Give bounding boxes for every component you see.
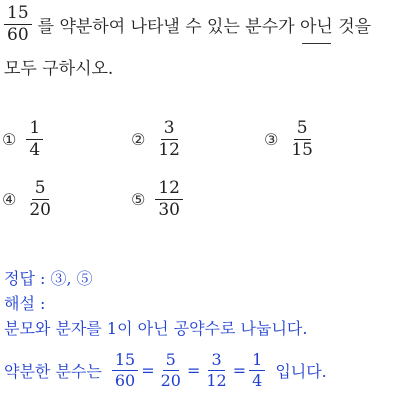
equation-fraction [249, 349, 265, 390]
explanation-label: 해설 : [4, 294, 46, 313]
option-marker: ③ [264, 130, 279, 149]
fraction-numerator: 5 [294, 120, 311, 140]
option-fraction [26, 120, 43, 159]
equals-sign: = [232, 360, 247, 380]
option-fraction [26, 180, 54, 219]
fraction-numerator: 3 [208, 352, 224, 371]
fraction-denominator: 12 [206, 370, 227, 390]
fraction-numerator: 1 [26, 120, 43, 140]
fraction-denominator: 4 [252, 370, 263, 390]
equation-fraction [158, 349, 184, 390]
reduced-suffix: 입니다. [275, 361, 327, 381]
fraction-denominator: 60 [114, 370, 136, 390]
answer-section [4, 266, 396, 395]
question [4, 4, 396, 82]
equals-sign: = [186, 360, 201, 380]
question-text-before: 를 약분하여 나타낼 수 있는 분수가 [37, 16, 300, 37]
option-fraction [288, 120, 316, 159]
option-marker: ⑤ [131, 190, 146, 209]
answer-line: 정답 : ③, ⑤ [4, 269, 93, 288]
fraction-numerator: 5 [32, 180, 49, 200]
option-marker: ④ [2, 190, 17, 209]
option-marker: ① [2, 130, 17, 149]
fraction-numerator: 3 [161, 120, 178, 140]
options [0, 120, 400, 240]
option-1[interactable] [2, 120, 43, 159]
fraction-denominator: 15 [291, 140, 313, 160]
equals-sign: = [141, 360, 155, 380]
fraction-denominator: 60 [7, 24, 29, 45]
question-emphasis: 아닌 [300, 12, 333, 37]
option-4[interactable] [2, 180, 54, 219]
explanation-text: 분모와 분자를 1이 아닌 공약수로 나눕니다. [4, 319, 308, 338]
option-fraction [155, 120, 183, 159]
option-3[interactable] [264, 120, 316, 159]
fraction-numerator: 5 [163, 352, 179, 371]
fraction-denominator: 20 [160, 370, 181, 390]
question-line-2: 모두 구하시오. [4, 59, 114, 79]
fraction-numerator: 12 [155, 180, 183, 200]
fraction-denominator: 20 [29, 200, 51, 220]
fraction-numerator: 1 [249, 352, 265, 371]
fraction-numerator: 15 [112, 352, 138, 371]
reduced-equation [4, 345, 396, 395]
equation-fraction [203, 349, 229, 390]
question-text-after: 것을 [332, 16, 372, 37]
fraction-denominator: 4 [29, 140, 41, 160]
fraction-denominator: 12 [158, 140, 180, 160]
question-fraction [4, 2, 32, 45]
fraction-numerator: 15 [4, 5, 32, 25]
equation-fraction [112, 349, 138, 390]
option-5[interactable] [131, 180, 183, 219]
reduced-prefix: 약분한 분수는 [4, 361, 102, 381]
question-line-1 [4, 4, 396, 44]
fraction-denominator: 30 [158, 200, 180, 220]
option-marker: ② [131, 130, 146, 149]
option-2[interactable] [131, 120, 183, 159]
option-fraction [155, 180, 183, 219]
